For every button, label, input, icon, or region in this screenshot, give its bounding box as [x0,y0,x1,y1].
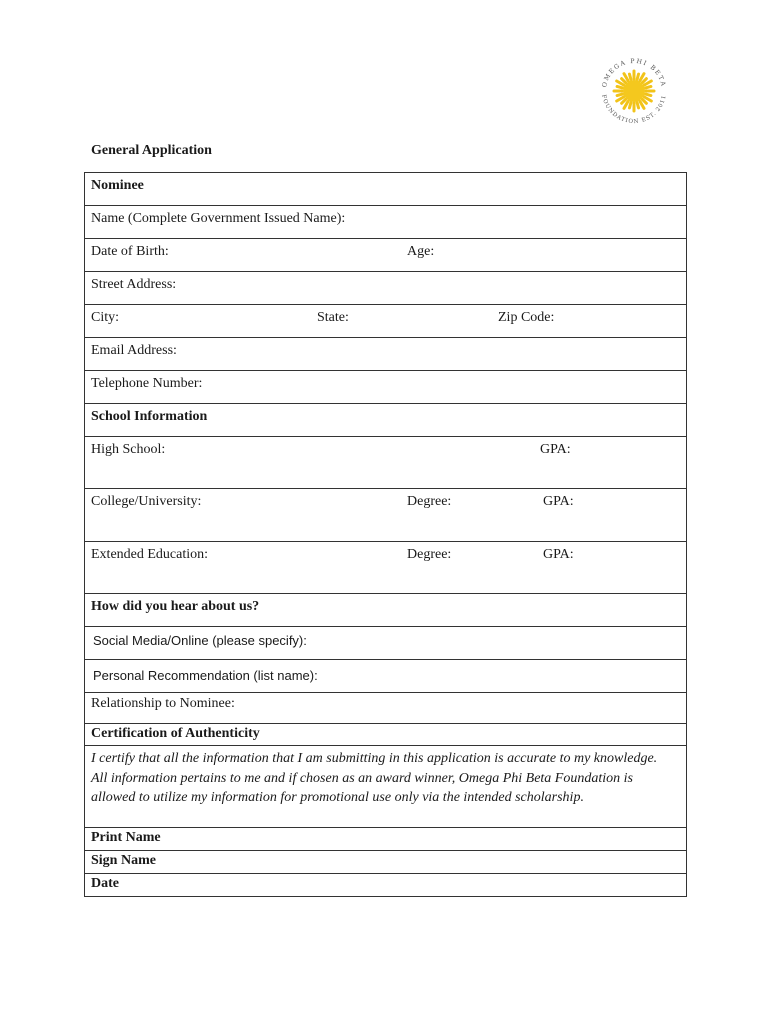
certification-statement [85,746,686,828]
relationship-row[interactable] [85,693,686,724]
dob-label: Date of Birth: [91,244,169,259]
form-title: General Application [91,143,212,158]
college-degree-label: Degree: [407,494,452,509]
certification-header: Certification of Authenticity [91,726,260,741]
logo-arc-text-top: OMEGA PHI BETA [601,57,667,89]
dob-age-row[interactable] [85,239,686,272]
phone-row[interactable] [85,371,686,404]
date-label: Date [91,876,119,891]
certification-text: I certify that all the information that I am submitting in this application is accurate to my knowledge. All information pertains to me and if chosen as an award winner, Omega Phi Beta Foundation is allowed to utilize my information for promotional use only via the intended scholarship. [91,751,658,805]
street-row[interactable] [85,272,686,305]
nominee-section-header [85,173,686,206]
personal-recommendation-row[interactable] [85,660,686,693]
college-gpa-label: GPA: [543,494,574,509]
referral-header: How did you hear about us? [91,599,260,614]
application-form [84,172,687,897]
email-row[interactable] [85,338,686,371]
social-media-row[interactable] [85,627,686,660]
high-school-row[interactable] [85,437,686,489]
personal-recommendation-label: Personal Recommendation (list name): [93,668,318,683]
sun-icon [614,71,654,111]
name-label: Name (Complete Government Issued Name): [91,211,346,226]
sign-name-row[interactable] [85,851,686,874]
school-section-header [85,404,686,437]
high-school-gpa-label: GPA: [540,442,571,457]
age-label: Age: [407,244,435,259]
social-media-label: Social Media/Online (please specify): [93,633,307,648]
nominee-header: Nominee [91,178,144,193]
extended-gpa-label: GPA: [543,547,574,562]
phone-label: Telephone Number: [91,376,203,391]
street-label: Street Address: [91,277,177,292]
logo-arc-text-bottom: FOUNDATION EST. 2011 [600,94,668,126]
print-name-label: Print Name [91,830,161,845]
extended-education-label: Extended Education: [91,547,209,562]
relationship-label: Relationship to Nominee: [91,696,235,711]
city-label: City: [91,310,120,325]
name-row[interactable] [85,206,686,239]
school-header: School Information [91,409,208,424]
college-row[interactable] [85,489,686,542]
city-state-zip-row[interactable] [85,305,686,338]
foundation-logo [595,52,673,130]
date-row[interactable] [85,874,686,896]
state-label: State: [317,310,349,325]
zip-label: Zip Code: [498,310,555,325]
email-label: Email Address: [91,343,177,358]
referral-section-header [85,594,686,627]
print-name-row[interactable] [85,828,686,851]
sign-name-label: Sign Name [91,853,156,868]
extended-education-row[interactable] [85,542,686,594]
certification-section-header [85,724,686,746]
college-label: College/University: [91,494,202,509]
high-school-label: High School: [91,442,166,457]
extended-degree-label: Degree: [407,547,452,562]
